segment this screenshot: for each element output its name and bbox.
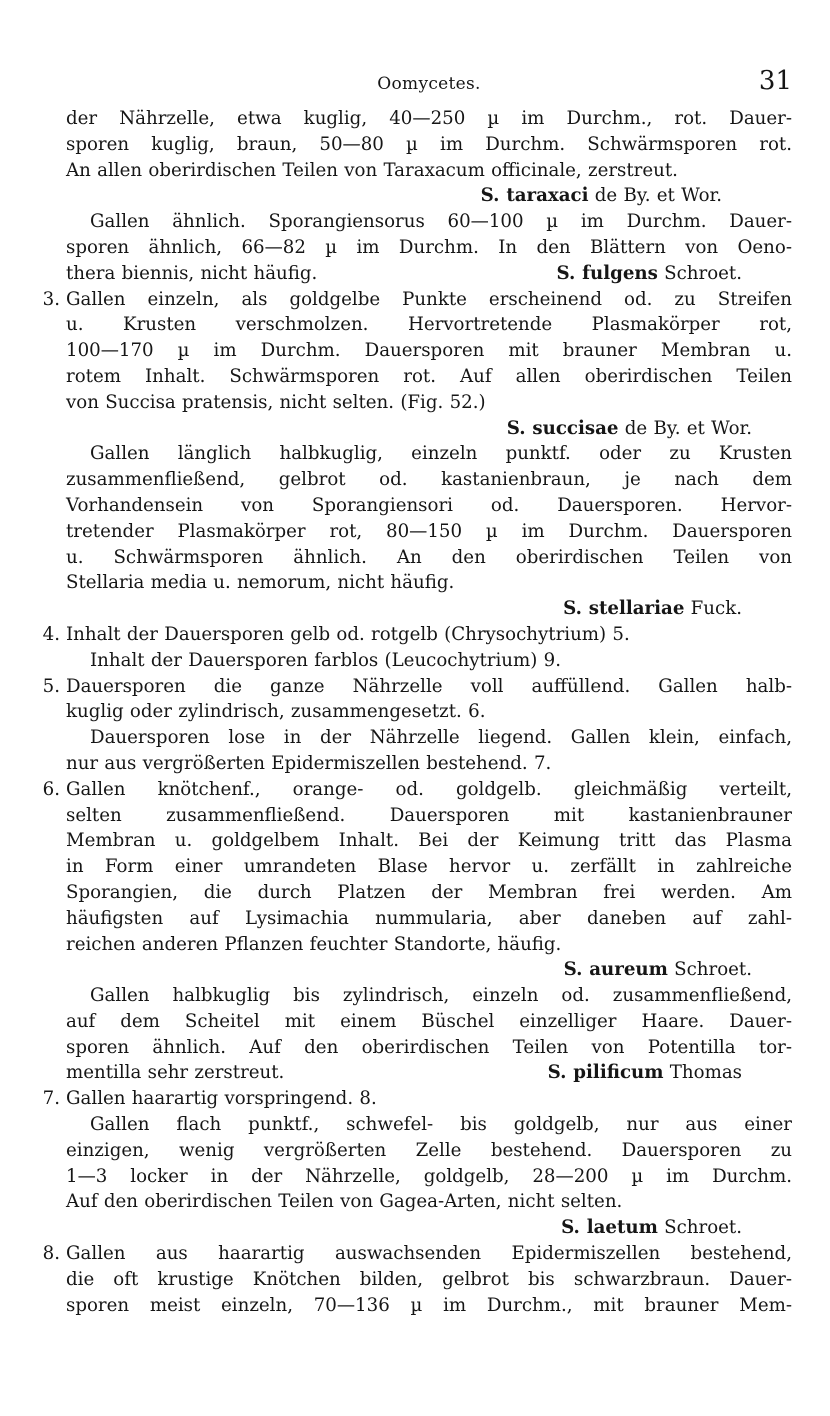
species-name: S. laetum Schroet. <box>561 1217 742 1239</box>
key-number: 4. <box>42 623 60 645</box>
text-line: Inhalt der Dauersporen farblos (Leucochytrium) 9. <box>90 649 561 671</box>
text-line: mentilla sehr zerstreut. <box>66 1062 285 1084</box>
species-name: S. taraxaci de By. et Wor. <box>480 185 722 207</box>
text-line: Dauersporen die ganze Nährzelle voll auffüllend. Gallen halb- <box>66 675 792 697</box>
key-entry-7 <box>42 1086 792 1112</box>
text-line: u. Krusten verschmolzen. Hervortretende Plasmakörper rot, <box>66 314 792 336</box>
text-line: thera biennis, nicht häufig. <box>66 262 318 284</box>
text-line: nur aus vergrößerten Epidermiszellen bestehend. 7. <box>66 752 552 774</box>
key-number: 3. <box>42 288 60 310</box>
body-text <box>42 106 792 1318</box>
key-entry-3 <box>42 287 792 313</box>
text-line: auf dem Scheitel mit einem Büschel einzelliger Haare. Dauer- <box>66 1010 792 1032</box>
text-line: Gallen haarartig vorspringend. 8. <box>66 1088 377 1110</box>
key-number: 5. <box>42 675 60 697</box>
text-line: Auf den oberirdischen Teilen von Gagea-Arten, nicht selten. <box>66 1191 623 1213</box>
text-line: An allen oberirdischen Teilen von Taraxacum officinale, zerstreut. <box>66 159 678 181</box>
text-line: zusammenfließend, gelbrot od. kastanienbraun, je nach dem <box>66 469 792 491</box>
text-line: sporen ähnlich, 66—82 µ im Durchm. In den Blättern von Oeno- <box>66 236 792 258</box>
text-line: Gallen aus haarartig auswachsenden Epidermiszellen bestehend, <box>66 1243 792 1265</box>
text-line-with-species <box>66 261 792 287</box>
text-line: sporen kuglig, braun, 50—80 µ im Durchm. Schwärmsporen rot. <box>66 133 792 155</box>
page-number: 31 <box>758 66 792 96</box>
text-line: Gallen länglich halbkuglig, einzeln punktf. oder zu Krusten <box>90 443 792 465</box>
text-line: die oft krustige Knötchen bilden, gelbrot bis schwarzbraun. Dauer- <box>66 1268 792 1290</box>
text-line: Gallen halbkuglig bis zylindrisch, einzeln od. zusammenfließend, <box>90 985 792 1007</box>
text-line: Dauersporen lose in der Nährzelle liegend. Gallen klein, einfach, <box>90 727 792 749</box>
text-line: sporen meist einzeln, 70—136 µ im Durchm., mit brauner Mem- <box>66 1294 792 1316</box>
text-line: der Nährzelle, etwa kuglig, 40—250 µ im Durchm., rot. Dauer- <box>66 108 792 129</box>
species-name: S. pilificum Thomas <box>547 1062 742 1084</box>
key-entry-4 <box>42 622 792 648</box>
text-line: Sporangien, die durch Platzen der Membran frei werden. Am <box>66 881 792 903</box>
text-line: von Succisa pratensis, nicht selten. (Fig. 52.) <box>66 391 486 413</box>
text-line: Inhalt der Dauersporen gelb od. rotgelb (Chrysochytrium) 5. <box>66 623 630 645</box>
page-header <box>66 64 792 106</box>
text-line: Membran u. goldgelbem Inhalt. Bei der Keimung tritt das Plasma <box>66 830 792 852</box>
text-line: Gallen einzeln, als goldgelbe Punkte erscheinend od. zu Streifen <box>66 288 792 310</box>
text-line: Gallen flach punktf., schwefel- bis goldgelb, nur aus einer <box>90 1114 792 1136</box>
text-line: rotem Inhalt. Schwärmsporen rot. Auf allen oberirdischen Teilen <box>66 365 792 387</box>
key-entry-6 <box>42 777 792 803</box>
species-name: S. stellariae Fuck. <box>563 598 742 620</box>
key-number: 8. <box>42 1243 60 1265</box>
key-number: 6. <box>42 778 60 800</box>
text-line: tretender Plasmakörper rot, 80—150 µ im Durchm. Dauersporen <box>66 520 792 542</box>
text-line: 100—170 µ im Durchm. Dauersporen mit brauner Membran u. <box>66 340 792 362</box>
text-line: in Form einer umrandeten Blase hervor u. zerfällt in zahlreiche <box>66 856 792 878</box>
text-line: selten zusammenfließend. Dauersporen mit kastanienbrauner <box>66 804 792 826</box>
text-line: u. Schwärmsporen ähnlich. An den oberirdischen Teilen von <box>66 546 792 568</box>
page <box>42 64 792 1318</box>
text-line: häufigsten auf Lysimachia nummularia, aber daneben auf zahl- <box>66 907 792 929</box>
text-line: einzigen, wenig vergrößerten Zelle bestehend. Dauersporen zu <box>66 1139 792 1161</box>
text-line: 1—3 locker in der Nährzelle, goldgelb, 28—200 µ im Durchm. <box>66 1165 792 1187</box>
species-name: S. succisae de By. et Wor. <box>506 417 752 439</box>
text-line: Gallen ähnlich. Sporangiensorus 60—100 µ im Durchm. Dauer- <box>90 211 792 233</box>
text-line: Vorhandensein von Sporangiensori od. Dauersporen. Hervor- <box>66 494 792 516</box>
text-line: Stellaria media u. nemorum, nicht häufig. <box>66 572 455 594</box>
text-line: Gallen knötchenf., orange- od. goldgelb. gleichmäßig verteilt, <box>66 778 792 800</box>
species-name: S. fulgens Schroet. <box>556 262 742 284</box>
running-title: Oomycetes. <box>377 74 481 94</box>
key-number: 7. <box>42 1088 60 1110</box>
text-line: kuglig oder zylindrisch, zusammengesetzt. 6. <box>66 701 486 723</box>
text-line: sporen ähnlich. Auf den oberirdischen Teilen von Potentilla tor- <box>66 1036 792 1058</box>
species-name: S. aureum Schroet. <box>563 959 752 981</box>
key-entry-8 <box>42 1241 792 1267</box>
text-line: reichen anderen Pflanzen feuchter Standorte, häufig. <box>66 933 562 955</box>
key-entry-5 <box>42 674 792 700</box>
text-line-with-species <box>66 1060 792 1086</box>
